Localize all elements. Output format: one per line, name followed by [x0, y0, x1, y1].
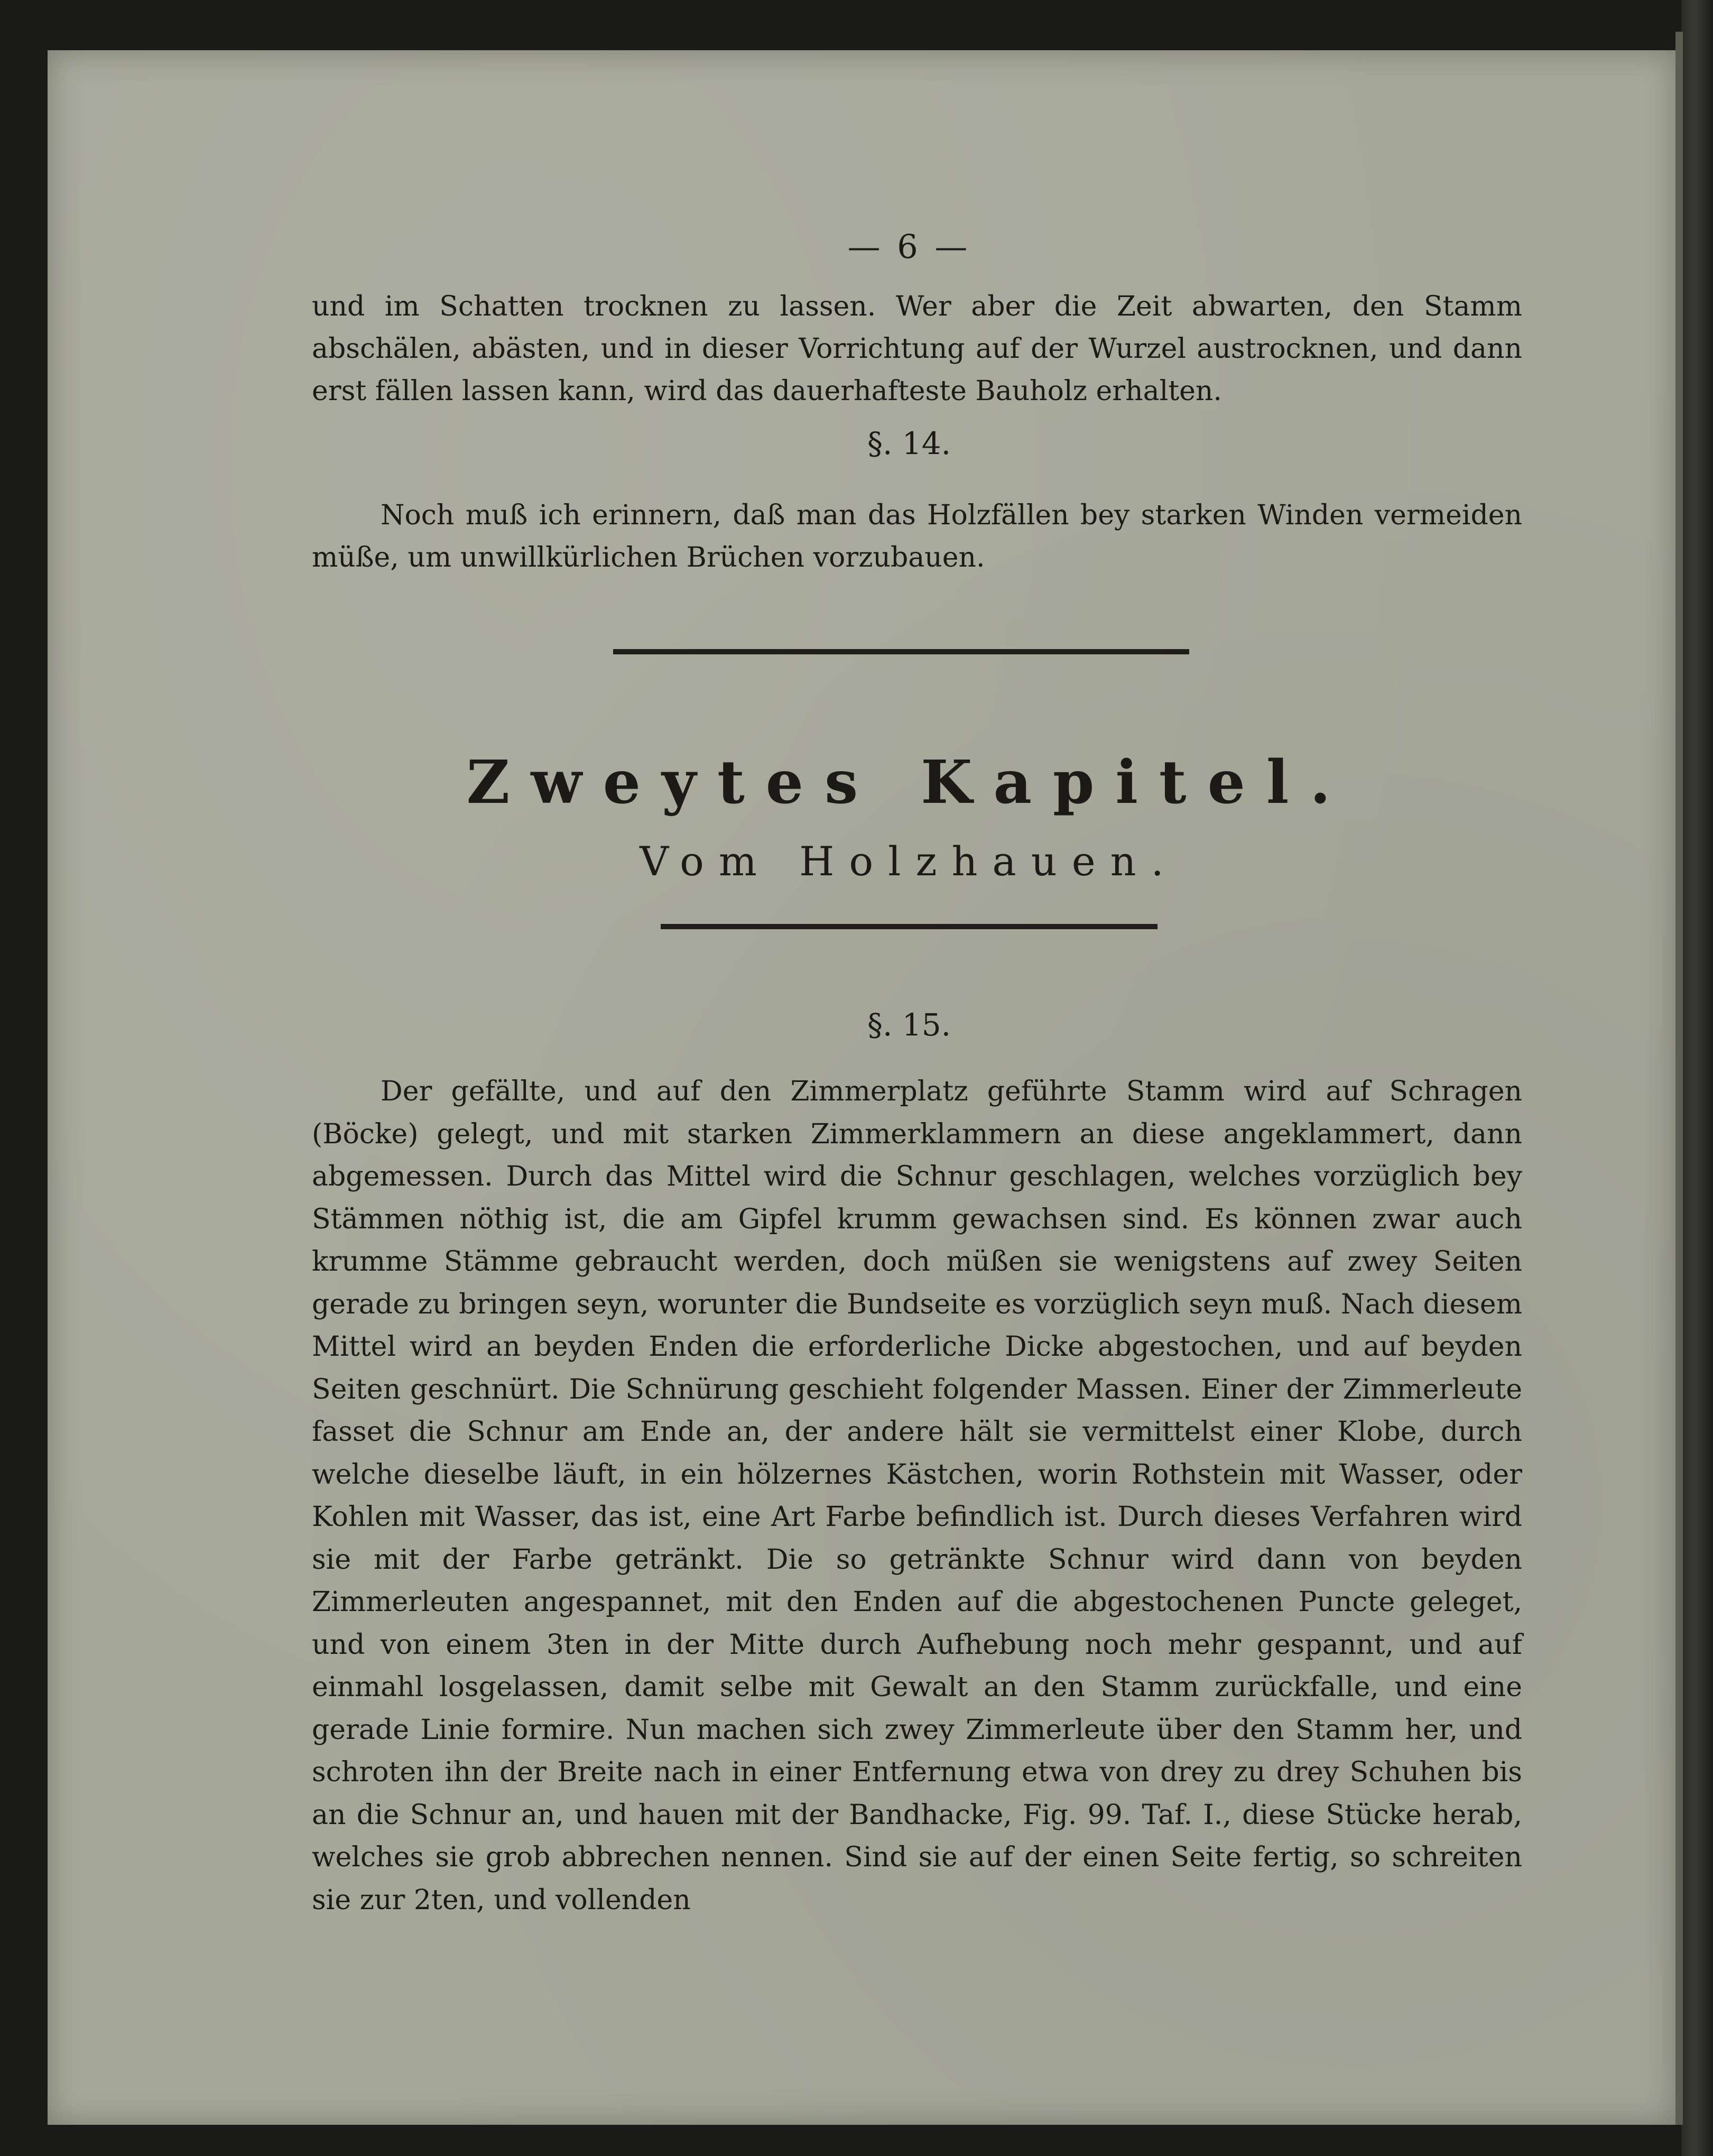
- chapter-subtitle: Vom Holzhauen.: [640, 838, 1179, 885]
- continued-paragraph: und im Schatten trocknen zu lassen. Wer aber die Zeit abwarten, den Stamm abschälen, abästen, und in dieser Vorrichtung auf der Wurzel austrocknen, und dann erst fällen lassen kann, wird das dauerhafteste Bauholz erhalten.: [312, 291, 1522, 407]
- chapter-title: Zweytes Kapitel.: [466, 748, 1352, 817]
- divider-rule-bottom: [661, 924, 1158, 929]
- book-binding: [1681, 0, 1713, 2156]
- section-heading-14: §. 14.: [867, 425, 951, 461]
- section-15-paragraph: Der gefällte, und auf den Zimmerplatz geführte Stamm wird auf Schragen (Böcke) gelegt, und mit starken Zimmerklammern an diese angeklammert, dann abgemessen. Durch das Mittel wird die Schnur geschlagen, welches vorzüglich bey Stämmen nöthig ist, die am Gipfel krumm gewachsen sind. Es können zwar auch krumme Stämme gebraucht werden, doch müßen sie wenigstens auf zwey Seiten gerade zu bringen seyn, worunter die Bundseite es vorzüglich seyn muß. Nach diesem Mittel wird an beyden Enden die erforderliche Dicke abgestochen, und auf beyden Seiten geschnürt. Die Schnürung geschieht folgender Massen. Einer der Zimmerleute fasset die Schnur am Ende an, der andere hält sie vermittelst einer Klobe, durch welche dieselbe läuft, in ein hölzernes Kästchen, worin Rothstein mit Wasser, oder Kohlen mit Wasser, das ist, eine Art Farbe befindlich ist. Durch dieses Verfahren wird sie mit der Farbe getränkt. Die so getränkte Schnur wird dann von beyden Zimmerleuten angespannet, mit den Enden auf die abgestochenen Puncte geleget, und von einem 3ten in der Mitte durch Aufhebung noch mehr gespannt, und auf einmahl losgelassen, damit selbe mit Gewalt an den Stamm zurückfalle, und eine gerade Linie formire. Nun machen sich zwey Zimmerleute über den Stamm her, und schroten ihn der Breite nach in einer Entfernung etwa von drey zu drey Schuhen bis an die Schnur an, und hauen mit der Bandhacke, Fig. 99. Taf. I., diese Stücke herab, welches sie grob abbrechen nennen. Sind sie auf der einen Seite fertig, so schreiten sie zur 2ten, und vollenden: [312, 1076, 1522, 1916]
- section-heading-15: §. 15.: [867, 1007, 951, 1043]
- page-number: — 6 —: [847, 227, 971, 266]
- page-edge: [1675, 32, 1683, 2125]
- divider-rule-top: [613, 649, 1189, 654]
- section-14-paragraph: Noch muß ich erinnern, daß man das Holzfällen bey starken Winden vermeiden müße, um unwillkürlichen Brüchen vorzubauen.: [312, 499, 1522, 573]
